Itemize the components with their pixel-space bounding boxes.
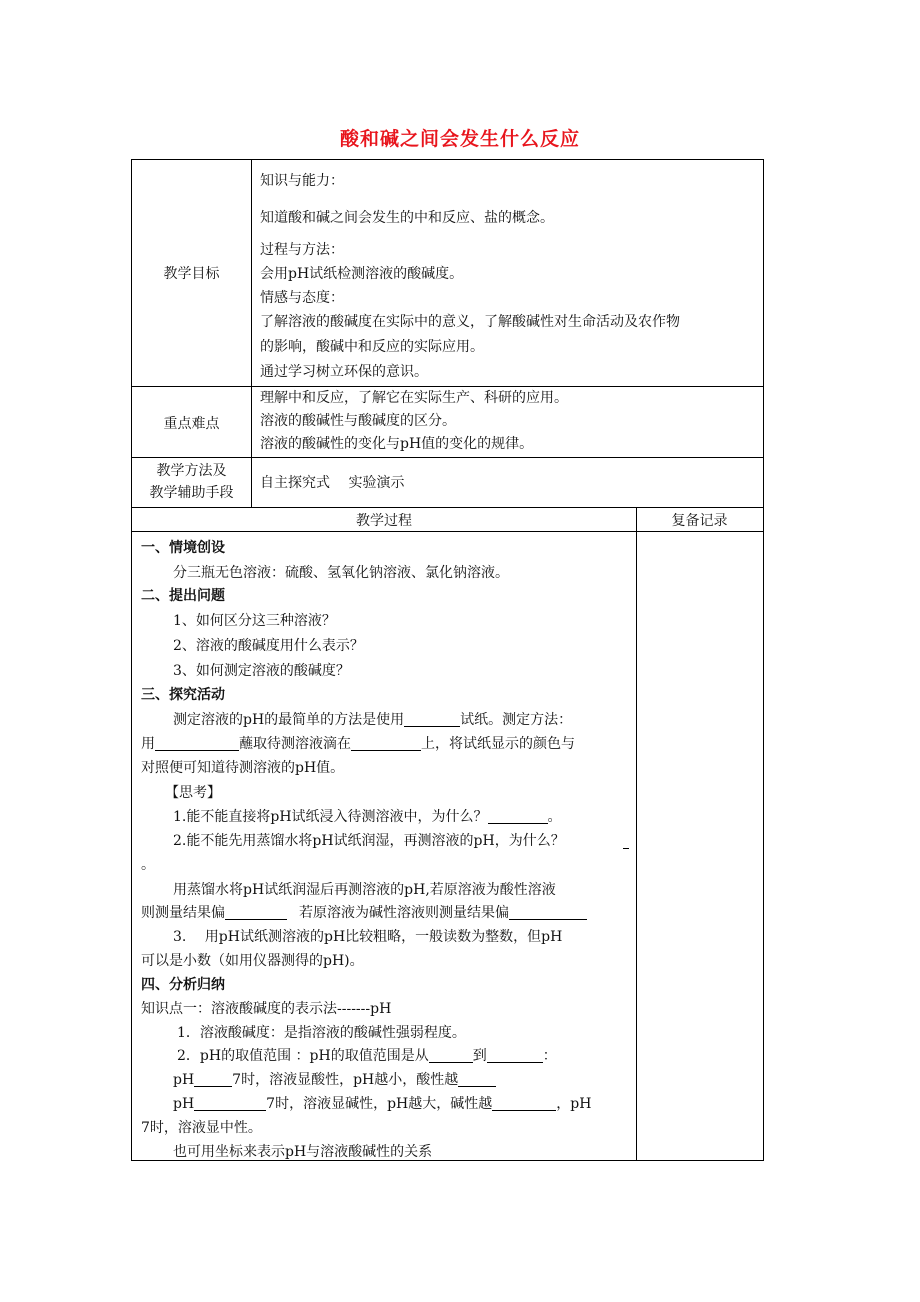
question-item: 1、如何区分这三种溶液？ <box>173 613 336 629</box>
text-line: 分三瓶无色溶液：硫酸、氢氧化钠溶液、氯化钠溶液。 <box>173 565 509 581</box>
objectives-line: 了解溶液的酸碱度在实际中的意义，了解酸碱性对生命活动及农作物 <box>260 314 680 330</box>
text-line <box>173 1069 496 1089</box>
key-points-line: 理解中和反应，了解它在实际生产、科研的应用。 <box>260 390 568 406</box>
section-heading: 三、探究活动 <box>141 687 225 703</box>
think-heading: 【思考】 <box>165 785 221 801</box>
text-line: 3. 用pH试纸测溶液的pH比较粗略，一般读数为整数，但pH <box>173 929 563 945</box>
fill-blank[interactable] <box>492 1094 556 1111</box>
fill-blank[interactable] <box>194 1094 266 1111</box>
fill-blank[interactable] <box>225 903 287 920</box>
row-divider <box>132 507 763 508</box>
fill-blank[interactable] <box>351 734 421 751</box>
fill-blank[interactable] <box>429 1046 473 1063</box>
label-column-divider <box>251 160 252 507</box>
text-segment: 试纸。测定方法： <box>460 712 573 728</box>
text-segment: 上，将试纸显示的颜色与 <box>421 736 575 752</box>
text-line: 知识点一：溶液酸碱度的表示法-------pH <box>141 1001 392 1017</box>
text-segment: ，pH <box>556 1096 592 1112</box>
objectives-cell <box>260 170 760 386</box>
text-segment: ： <box>542 1048 557 1064</box>
question-item: 3、如何测定溶液的酸碱度？ <box>173 663 350 679</box>
objectives-label: 教学目标 <box>163 266 220 282</box>
methods-cell: 自主探究式 实验演示 <box>260 475 405 491</box>
key-points-line: 溶液的酸碱性与酸碱度的区分。 <box>260 413 456 429</box>
text-line: 可以是小数（如用仪器测得的pH)。 <box>141 953 364 969</box>
text-line <box>173 709 572 729</box>
methods-label <box>132 460 251 504</box>
fill-blank[interactable] <box>623 832 629 849</box>
key-points-line: 溶液的酸碱性的变化与pH值的变化的规律。 <box>260 436 534 452</box>
text-segment: 到 <box>472 1048 487 1064</box>
objectives-line: 知道酸和碱之间会发生的中和反应、盐的概念。 <box>260 210 554 226</box>
objectives-line: 的影响，酸碱中和反应的实际应用。 <box>260 339 484 355</box>
text-segment: 7时，溶液显酸性，pH越小，酸性越 <box>232 1072 459 1088</box>
text-line <box>173 806 562 826</box>
review-notes-cell[interactable] <box>637 532 763 1160</box>
text-line: 。 <box>141 857 155 873</box>
text-segment: 蘸取待测溶液滴在 <box>239 736 351 752</box>
text-line: 7时，溶液显中性。 <box>141 1120 262 1136</box>
review-header: 复备记录 <box>671 513 728 529</box>
text-segment: pH <box>173 1096 195 1112</box>
text-line <box>173 1093 591 1113</box>
fill-blank[interactable] <box>458 1070 496 1087</box>
fill-blank[interactable] <box>404 710 460 727</box>
lesson-plan-table <box>131 159 764 1161</box>
key-points-label: 重点难点 <box>163 416 220 432</box>
section-heading: 二、提出问题 <box>141 588 225 604</box>
methods-label-line: 教学方法及 <box>156 463 227 479</box>
text-segment: pH <box>173 1072 195 1088</box>
objectives-line: 知识与能力： <box>260 173 344 189</box>
section-heading: 一、情境创设 <box>141 540 225 556</box>
page-title: 酸和碱之间会发生什么反应 <box>339 128 580 150</box>
fill-blank[interactable] <box>194 1070 232 1087</box>
objectives-line: 过程与方法： <box>260 242 344 258</box>
text-segment: 若原溶液为碱性溶液则测量结果偏 <box>299 905 509 921</box>
question-item: 2、溶液的酸碱度用什么表示？ <box>173 638 364 654</box>
process-header: 教学过程 <box>356 513 412 529</box>
fill-blank[interactable] <box>488 807 548 824</box>
fill-blank[interactable] <box>509 903 587 920</box>
text-segment: 1.能不能直接将pH试纸浸入待测溶液中，为什么？ <box>173 809 488 825</box>
objectives-line: 会用pH试纸检测溶液的酸碱度。 <box>260 266 464 282</box>
fill-blank[interactable] <box>487 1046 543 1063</box>
methods-label-line: 教学辅助手段 <box>149 485 234 501</box>
text-line: 2.能不能先用蒸馏水将pH试纸润湿，再测溶液的pH，为什么？ <box>173 833 565 849</box>
objectives-line: 通过学习树立环保的意识。 <box>260 364 428 380</box>
text-line <box>141 733 575 753</box>
text-line: 也可用坐标来表示pH与溶液酸碱性的关系 <box>173 1144 433 1160</box>
section-heading: 四、分析归纳 <box>141 977 225 993</box>
text-line <box>141 902 587 922</box>
key-points-cell <box>260 387 760 456</box>
text-line: 用蒸馏水将pH试纸润湿后再测溶液的pH,若原溶液为酸性溶液 <box>173 882 556 898</box>
process-cell <box>132 532 636 1160</box>
text-line: 对照便可知道待测溶液的pH值。 <box>141 760 345 776</box>
text-segment: 2．pH的取值范围 ：pH的取值范围是从 <box>177 1048 429 1064</box>
text-segment: 测定溶液的pH的最简单的方法是使用 <box>173 712 405 728</box>
text-segment: 7时，溶液显碱性，pH越大，碱性越 <box>266 1096 493 1112</box>
text-line: 1．溶液酸碱度：是指溶液的酸碱性强弱程度。 <box>177 1025 466 1041</box>
objectives-line: 情感与态度： <box>260 290 344 306</box>
row-divider <box>132 457 763 458</box>
fill-blank[interactable] <box>155 734 239 751</box>
text-segment: 则测量结果偏 <box>141 905 225 921</box>
text-line <box>177 1045 557 1065</box>
text-segment: 用 <box>141 736 155 752</box>
text-segment: 。 <box>547 809 562 825</box>
